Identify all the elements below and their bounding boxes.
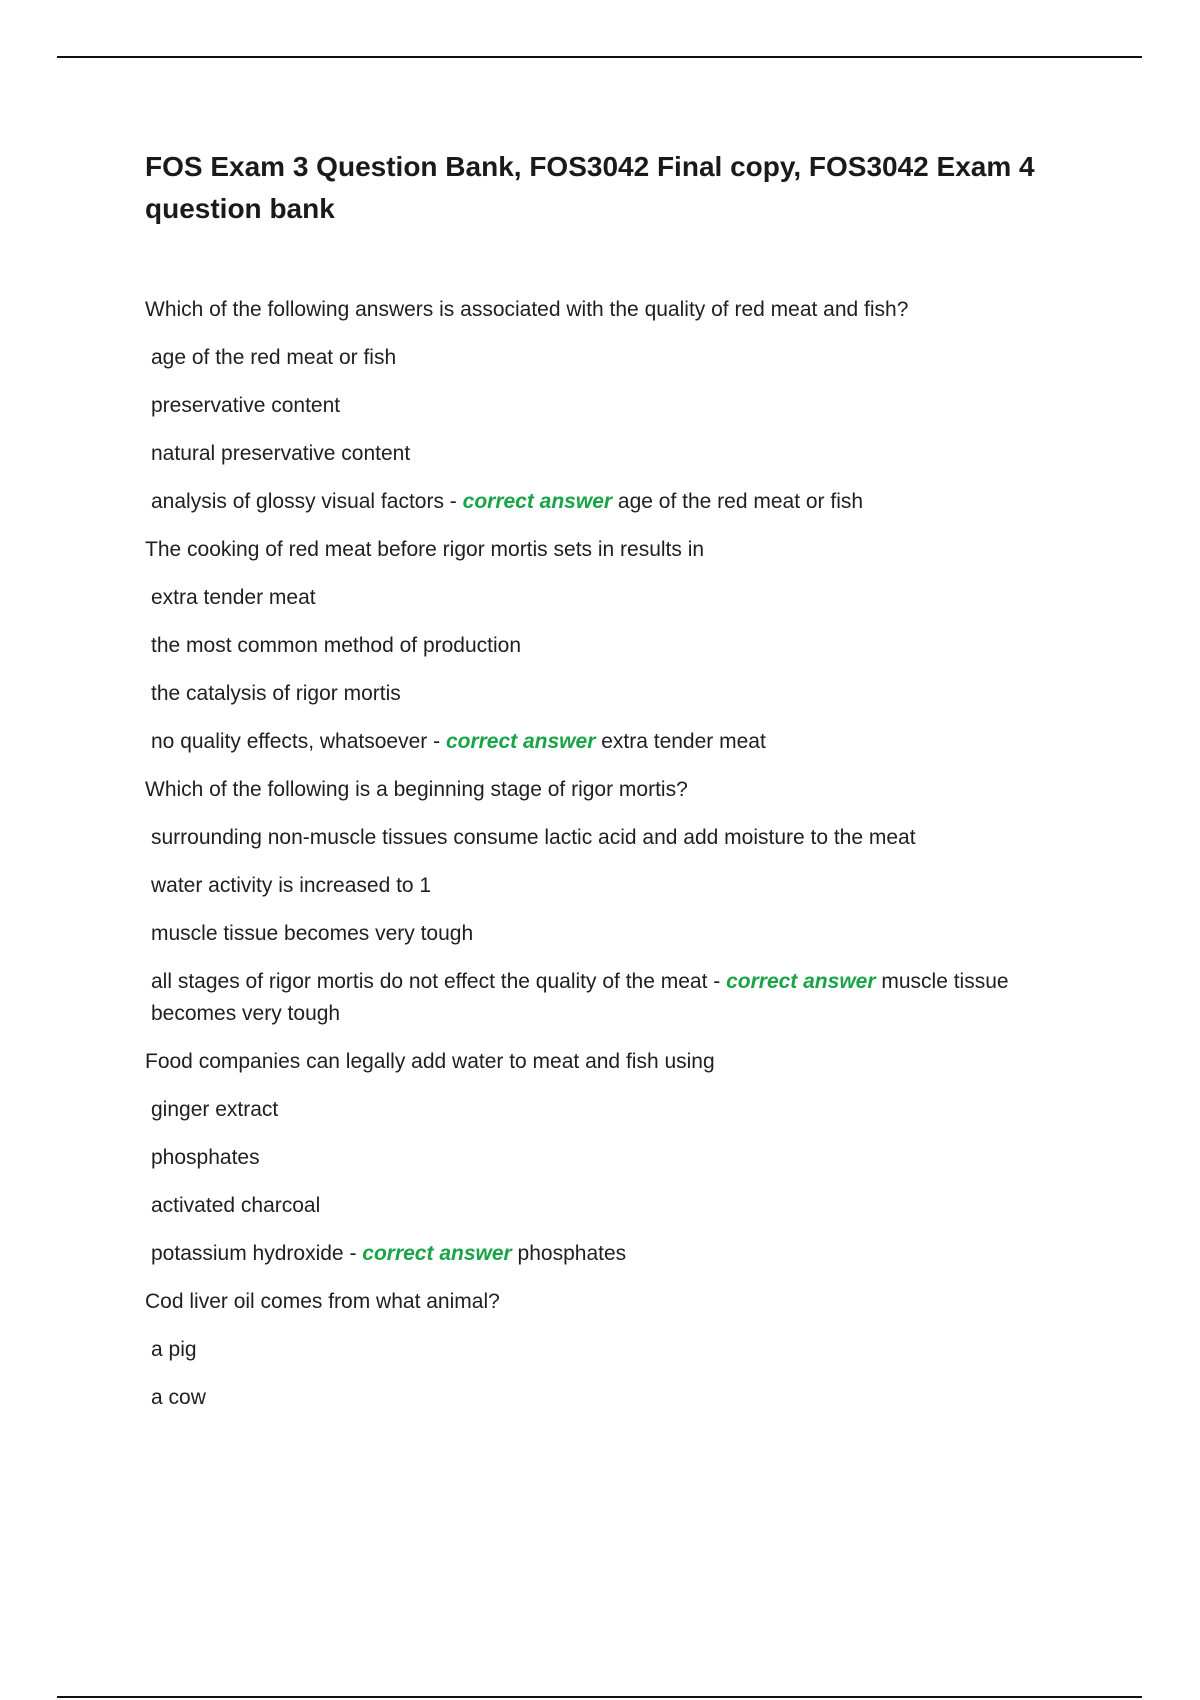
- answer-option: analysis of glossy visual factors: [151, 490, 444, 513]
- answer-option-with-key: [145, 1238, 1085, 1270]
- answer-option: extra tender meat: [151, 586, 316, 609]
- separator: -: [707, 970, 727, 993]
- answer-option: a cow: [151, 1386, 206, 1409]
- answer-option: natural preservative content: [151, 442, 411, 465]
- answer-option: the catalysis of rigor mortis: [151, 682, 401, 705]
- answer-option: all stages of rigor mortis do not effect the quality of the meat: [151, 970, 708, 993]
- correct-answer-label: correct answer: [726, 970, 876, 993]
- top-rule: [57, 56, 1142, 58]
- question-text: Which of the following is a beginning stage of rigor mortis?: [145, 778, 688, 801]
- answer-option: potassium hydroxide: [151, 1242, 344, 1265]
- question-text: Food companies can legally add water to meat and fish using: [145, 1050, 715, 1073]
- answer-option: surrounding non-muscle tissues consume lactic acid and add moisture to the meat: [151, 826, 916, 849]
- answer-option: preservative content: [151, 394, 341, 417]
- answer-option-with-key: [145, 726, 1085, 758]
- separator: -: [427, 730, 446, 753]
- question-text: Cod liver oil comes from what animal?: [145, 1290, 500, 1313]
- answer-option: the most common method of production: [151, 634, 522, 657]
- answer-option: water activity is increased to 1: [151, 874, 432, 897]
- correct-answer-label: correct answer: [445, 730, 596, 753]
- separator: -: [343, 1242, 363, 1265]
- answer-option: a pig: [151, 1338, 197, 1361]
- correct-answer-value: muscle tissue becomes very tough: [151, 970, 1009, 1025]
- answer-option-with-key: [145, 966, 1085, 1030]
- document-title: FOS Exam 3 Question Bank, FOS3042 Final copy, FOS3042 Exam 4 question bank: [145, 151, 1035, 224]
- answer-option-with-key: [145, 486, 1085, 518]
- question-text: The cooking of red meat before rigor mortis sets in results in: [145, 538, 705, 561]
- answer-option: phosphates: [151, 1146, 260, 1169]
- correct-answer-value: age of the red meat or fish: [617, 490, 864, 513]
- question-list: [145, 294, 1085, 1414]
- document-body: [145, 146, 1085, 1430]
- answer-option: age of the red meat or fish: [151, 346, 397, 369]
- correct-answer-label: correct answer: [462, 490, 613, 513]
- correct-answer-value: extra tender meat: [601, 730, 766, 753]
- bottom-rule: [57, 1696, 1142, 1698]
- correct-answer-value: phosphates: [517, 1242, 627, 1265]
- answer-option: no quality effects, whatsoever: [151, 730, 428, 753]
- separator: -: [443, 490, 463, 513]
- answer-option: muscle tissue becomes very tough: [151, 922, 474, 945]
- answer-option: ginger extract: [151, 1098, 279, 1121]
- answer-option: activated charcoal: [151, 1194, 321, 1217]
- correct-answer-label: correct answer: [362, 1242, 512, 1265]
- question-text: Which of the following answers is associated with the quality of red meat and fish?: [145, 298, 909, 321]
